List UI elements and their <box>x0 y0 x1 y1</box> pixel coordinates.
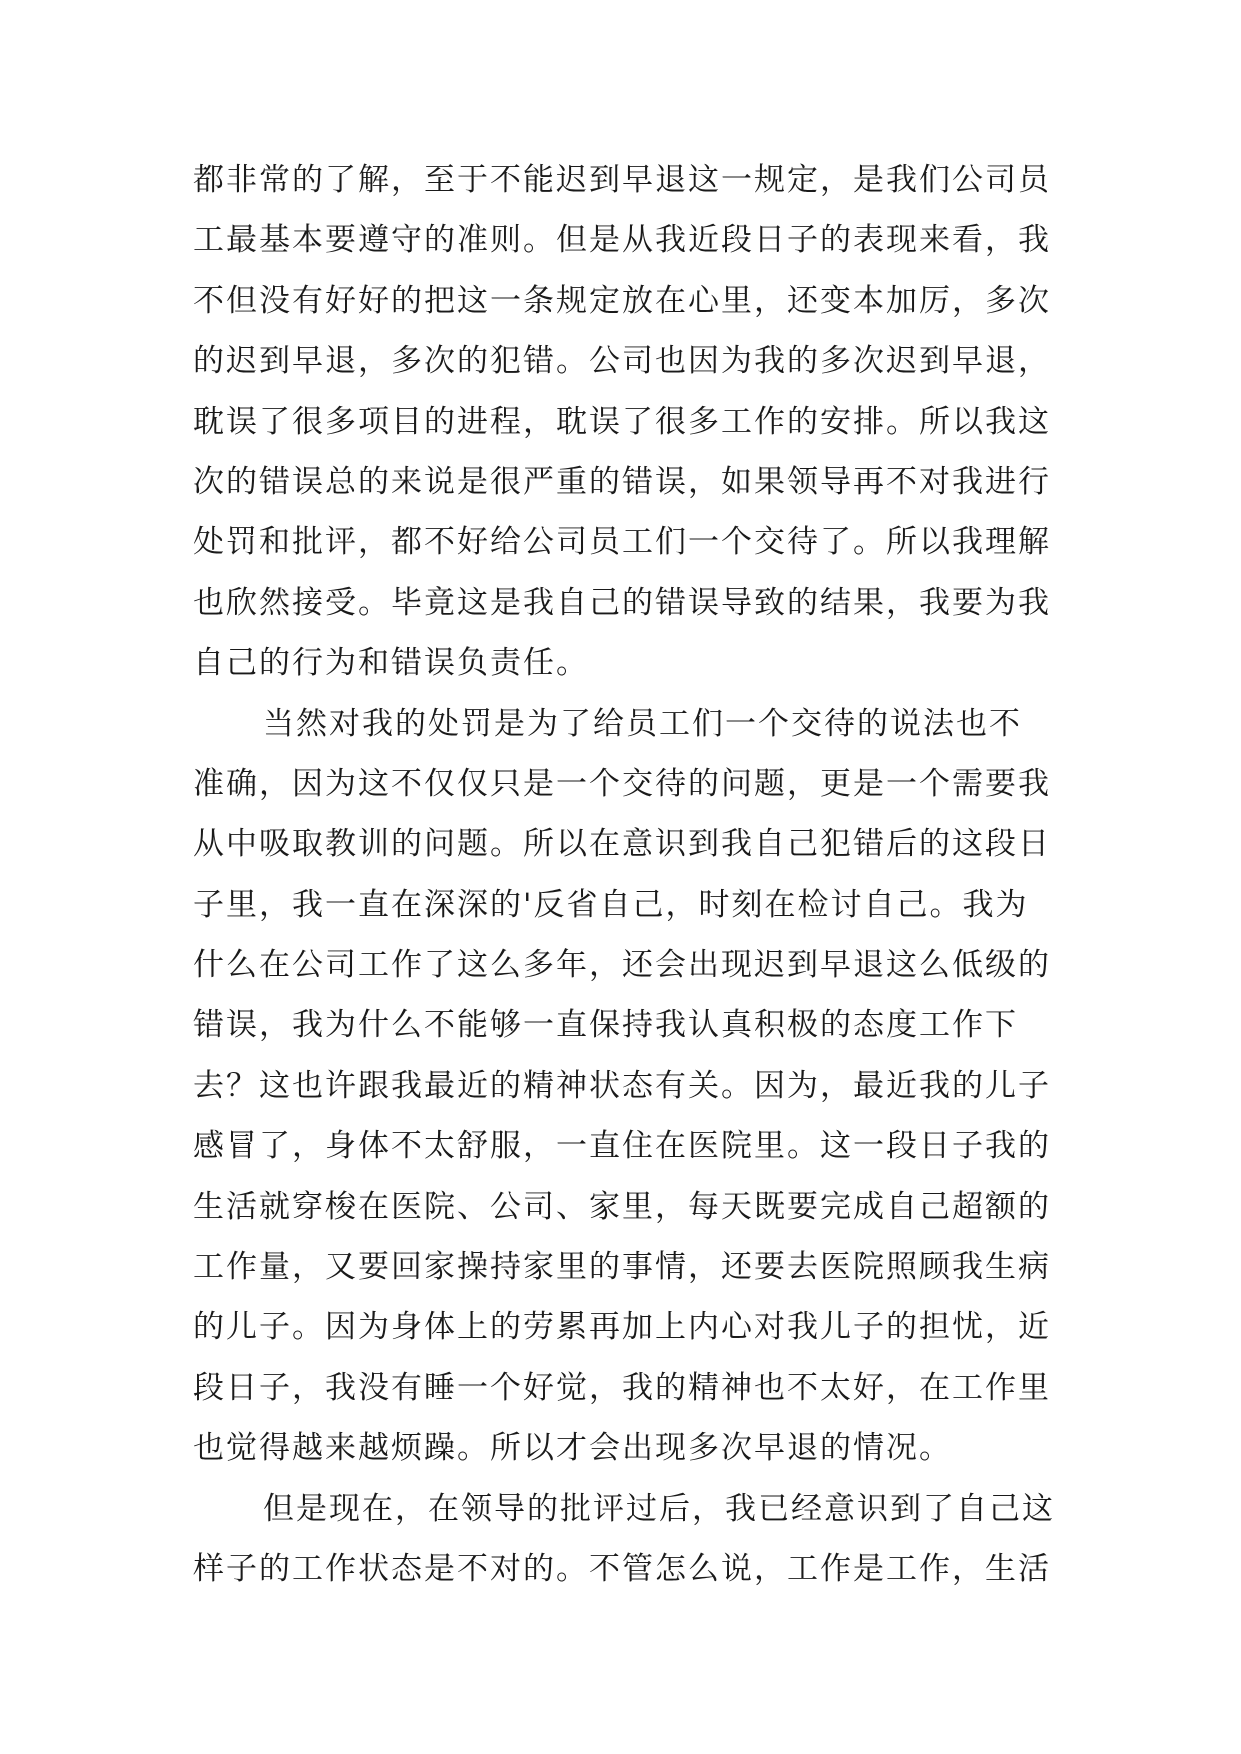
text-line: 什么在公司工作了这么多年，还会出现迟到早退这么低级的 <box>193 947 1051 984</box>
text-line: 的迟到早退，多次的犯错。公司也因为我的多次迟到早退， <box>193 343 1051 380</box>
text-line: 样子的工作状态是不对的。不管怎么说，工作是工作，生活 <box>193 1550 1051 1587</box>
text-line: 感冒了，身体不太舒服，一直住在医院里。这一段日子我的 <box>193 1128 1051 1165</box>
text-line: 子里，我一直在深深的'反省自己，时刻在检讨自己。我为 <box>193 886 1029 923</box>
text-line: 从中吸取教训的问题。所以在意识到我自己犯错后的这段日 <box>193 826 1051 863</box>
document-body <box>193 150 1063 1599</box>
paragraph-1 <box>193 150 1063 694</box>
text-line: 处罚和批评，都不好给公司员工们一个交待了。所以我理解 <box>193 524 1051 561</box>
paragraph-3 <box>193 1479 1063 1600</box>
text-line: 自己的行为和错误负责任。 <box>193 645 589 682</box>
text-line: 也觉得越来越烦躁。所以才会出现多次早退的情况。 <box>193 1430 952 1467</box>
text-line: 工最基本要遵守的准则。但是从我近段日子的表现来看，我 <box>193 222 1051 259</box>
text-line: 当然对我的处罚是为了给员工们一个交待的说法也不 <box>263 705 1022 742</box>
text-line: 工作量，又要回家操持家里的事情，还要去医院照顾我生病 <box>193 1249 1051 1286</box>
text-line: 都非常的了解，至于不能迟到早退这一规定，是我们公司员 <box>193 162 1051 198</box>
text-line: 次的错误总的来说是很严重的错误，如果领导再不对我进行 <box>193 463 1051 500</box>
text-line: 段日子，我没有睡一个好觉，我的精神也不太好，在工作里 <box>193 1369 1051 1406</box>
text-line: 生活就穿梭在医院、公司、家里，每天既要完成自己超额的 <box>193 1188 1051 1225</box>
text-line: 但是现在，在领导的批评过后，我已经意识到了自己这 <box>263 1490 1055 1527</box>
text-line: 准确，因为这不仅仅只是一个交待的问题，更是一个需要我 <box>193 765 1051 802</box>
text-line: 去？这也许跟我最近的精神状态有关。因为，最近我的儿子 <box>193 1067 1051 1104</box>
paragraph-2 <box>193 694 1063 1479</box>
text-line: 也欣然接受。毕竟这是我自己的错误导致的结果，我要为我 <box>193 584 1051 621</box>
text-line: 不但没有好好的把这一条规定放在心里，还变本加厉，多次 <box>193 282 1051 319</box>
text-line: 错误，我为什么不能够一直保持我认真积极的态度工作下 <box>193 1007 1018 1044</box>
text-line: 的儿子。因为身体上的劳累再加上内心对我儿子的担忧，近 <box>193 1309 1051 1346</box>
text-line: 耽误了很多项目的进程，耽误了很多工作的安排。所以我这 <box>193 403 1051 440</box>
